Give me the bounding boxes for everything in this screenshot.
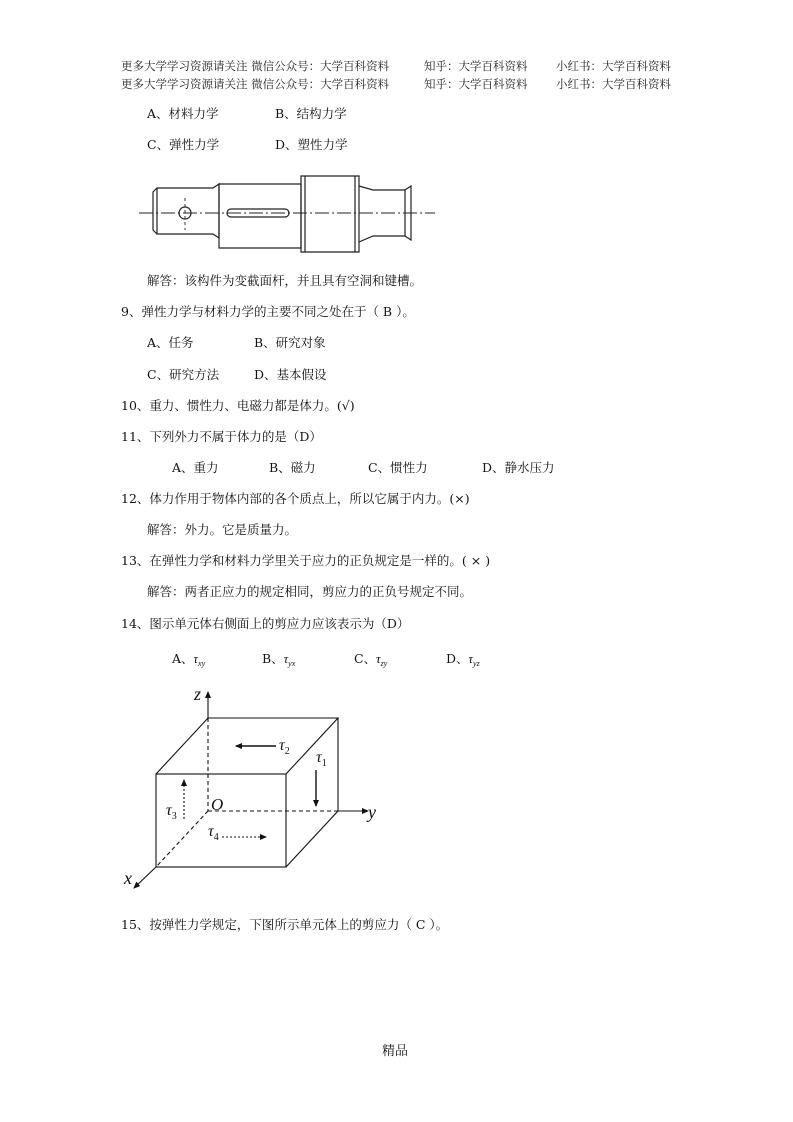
q13-text: 13、在弹性力学和材料力学里关于应力的正负规定是一样的。( × )	[121, 553, 491, 568]
q11-option-b: B、磁力	[269, 460, 316, 475]
q8-answer: 解答：该构件为变截面杆，并且具有空洞和键槽。	[147, 273, 423, 288]
q14-text: 14、图示单元体右侧面上的剪应力应该表示为（D）	[121, 616, 410, 631]
z-axis-label: z	[194, 684, 202, 704]
q11-option-c: C、惯性力	[368, 460, 428, 475]
header-zhihu: 知乎：大学百科资料	[424, 59, 528, 73]
shaft-middle-segment	[219, 184, 301, 248]
cube-right-face	[286, 718, 338, 867]
q9-option-c: C、研究方法	[147, 367, 220, 382]
header-xiaohongshu-2: 小红书：大学百科资料	[556, 77, 671, 91]
q8-option-d: D、塑性力学	[275, 137, 348, 152]
q13-answer: 解答：两者正应力的规定相同，剪应力的正负号规定不同。	[147, 584, 473, 599]
tau2-label: $\tau_2$	[279, 737, 290, 757]
q14-option-a: A、$\tau_{xy}$	[172, 651, 206, 668]
q14-option-c: C、$\tau_{zy}$	[354, 651, 388, 668]
q8-option-b: B、结构力学	[275, 106, 347, 121]
shaft-right-neck	[359, 186, 405, 242]
footer-text: 精品	[382, 1044, 409, 1059]
x-axis	[134, 867, 156, 888]
hidden-edge-diagonal	[156, 811, 208, 867]
q10-text: 10、重力、惯性力、电磁力都是体力。(√)	[121, 398, 355, 413]
q9-option-b: B、研究对象	[254, 335, 326, 350]
stepped-shaft-figure	[135, 172, 440, 262]
header-xiaohongshu: 小红书：大学百科资料	[556, 59, 671, 73]
q9-option-a: A、任务	[147, 335, 194, 350]
q15-text: 15、按弹性力学规定，下图所示单元体上的剪应力（ C ）。	[121, 917, 449, 932]
q8-option-a: A、材料力学	[147, 106, 219, 121]
q11-option-a: A、重力	[172, 460, 219, 475]
q12-text: 12、体力作用于物体内部的各个质点上，所以它属于内力。(×)	[121, 491, 470, 506]
x-axis-label: x	[124, 868, 132, 888]
y-axis-label: y	[368, 802, 376, 822]
q11-text: 11、下列外力不属于体力的是（D）	[121, 429, 322, 444]
header-line-1	[121, 58, 389, 74]
tau3-label: $\tau_3$	[166, 802, 177, 822]
q14-option-d: D、$\tau_{yz}$	[446, 651, 480, 668]
header-line-2: 更多大学学习资源请关注 微信公众号：大学百科资料	[121, 77, 390, 91]
shaft-step-segment	[301, 176, 359, 252]
q12-answer: 解答：外力。它是质量力。	[147, 522, 298, 537]
q9-text: 9、弹性力学与材料力学的主要不同之处在于（ B ）。	[121, 304, 415, 319]
header-wechat: 更多大学学习资源请关注 微信公众号：大学百科资料	[121, 59, 390, 73]
tau1-label: $\tau_1$	[316, 749, 327, 769]
origin-label: O	[211, 795, 224, 814]
q9-option-d: D、基本假设	[254, 367, 327, 382]
q8-option-c: C、弹性力学	[147, 137, 220, 152]
stress-element-figure	[120, 684, 390, 894]
shaft-left-segment	[153, 184, 219, 238]
q14-option-b: B、$\tau_{yx}$	[262, 651, 296, 668]
q11-option-d: D、静水压力	[482, 460, 555, 475]
header-zhihu-2: 知乎：大学百科资料	[424, 77, 528, 91]
tau4-label: $\tau_4$	[208, 823, 219, 843]
